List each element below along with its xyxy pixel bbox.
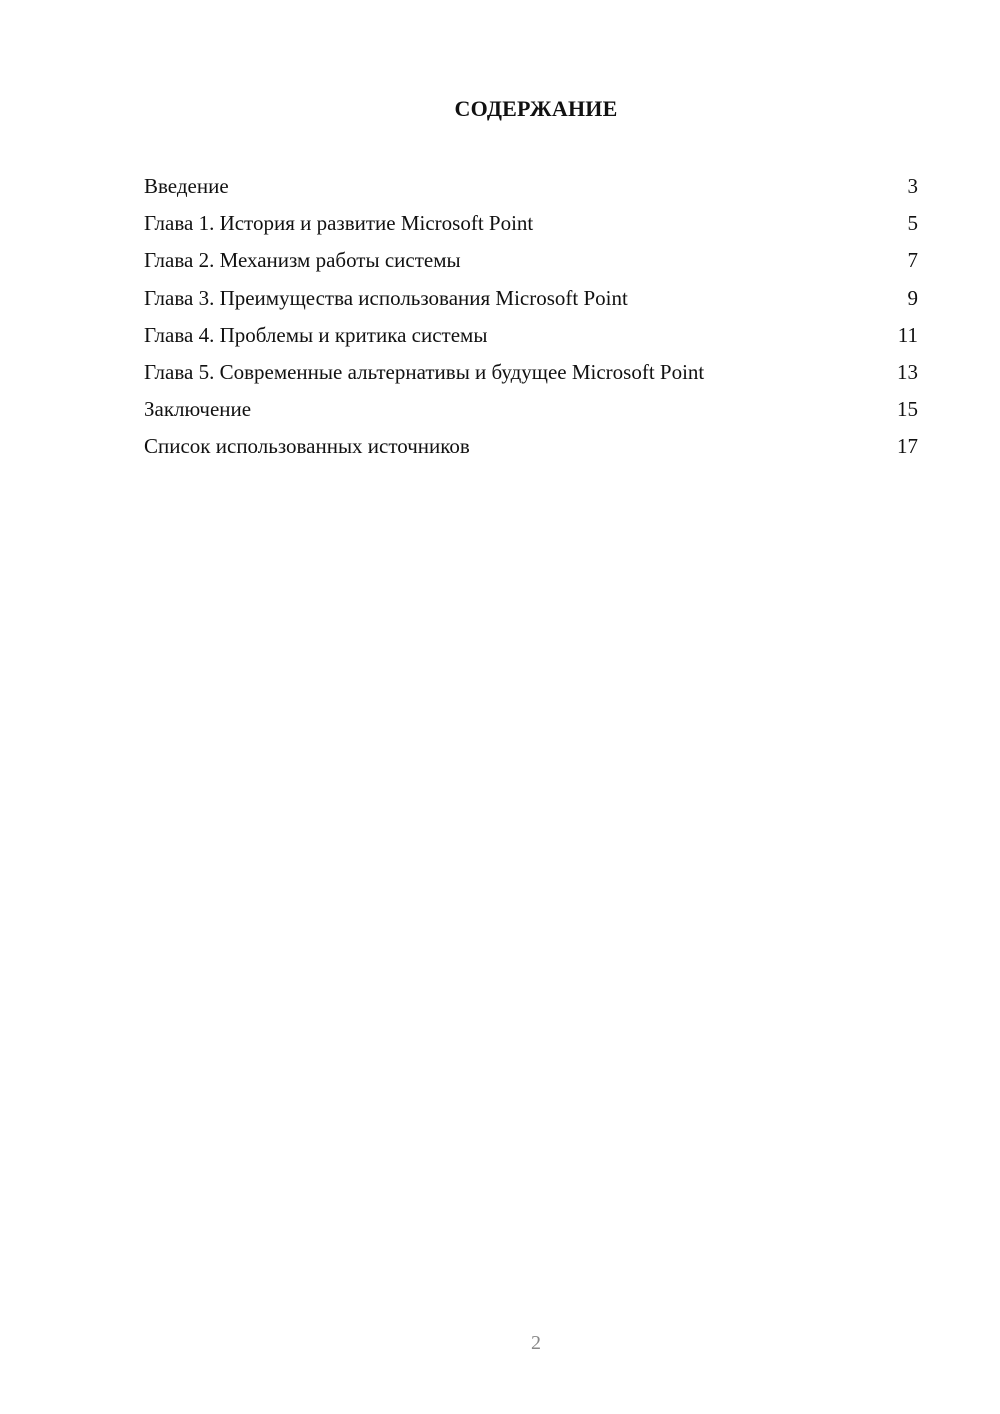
toc-item-page-number: 9 xyxy=(907,285,918,310)
toc-item xyxy=(144,317,918,354)
toc-item xyxy=(144,168,918,205)
toc-item-title: Введение xyxy=(144,174,229,198)
toc-item-page-number: 15 xyxy=(897,397,918,422)
toc-item-page-number: 7 xyxy=(907,248,918,273)
toc-item-title: Глава 2. Механизм работы системы xyxy=(144,248,461,273)
table-of-contents xyxy=(144,168,918,466)
toc-item xyxy=(144,354,918,391)
toc-item xyxy=(144,280,918,317)
toc-item-title: Глава 4. Проблемы и критика системы xyxy=(144,322,488,347)
page-title: СОДЕРЖАНИЕ xyxy=(454,96,618,121)
toc-item-page-number: 5 xyxy=(907,211,918,236)
toc-item xyxy=(144,391,918,428)
toc-item-title: Глава 5. Современные альтернативы и будущее Microsoft Point xyxy=(144,359,705,384)
toc-item xyxy=(144,242,918,279)
toc-item-page-number: 17 xyxy=(897,434,918,459)
toc-item-title: Глава 3. Преимущества использования Microsoft Point xyxy=(144,285,628,310)
toc-item xyxy=(144,428,918,465)
toc-item-title: Глава 1. История и развитие Microsoft Point xyxy=(144,211,534,236)
toc-item-page-number: 13 xyxy=(897,359,918,384)
page-number: 2 xyxy=(531,1332,541,1354)
toc-item-title: Заключение xyxy=(144,397,252,422)
toc-item-page-number: 11 xyxy=(897,322,918,347)
toc-item-page-number: 3 xyxy=(907,174,918,198)
toc-item xyxy=(144,205,918,242)
toc-item-title: Список использованных источников xyxy=(144,434,470,459)
